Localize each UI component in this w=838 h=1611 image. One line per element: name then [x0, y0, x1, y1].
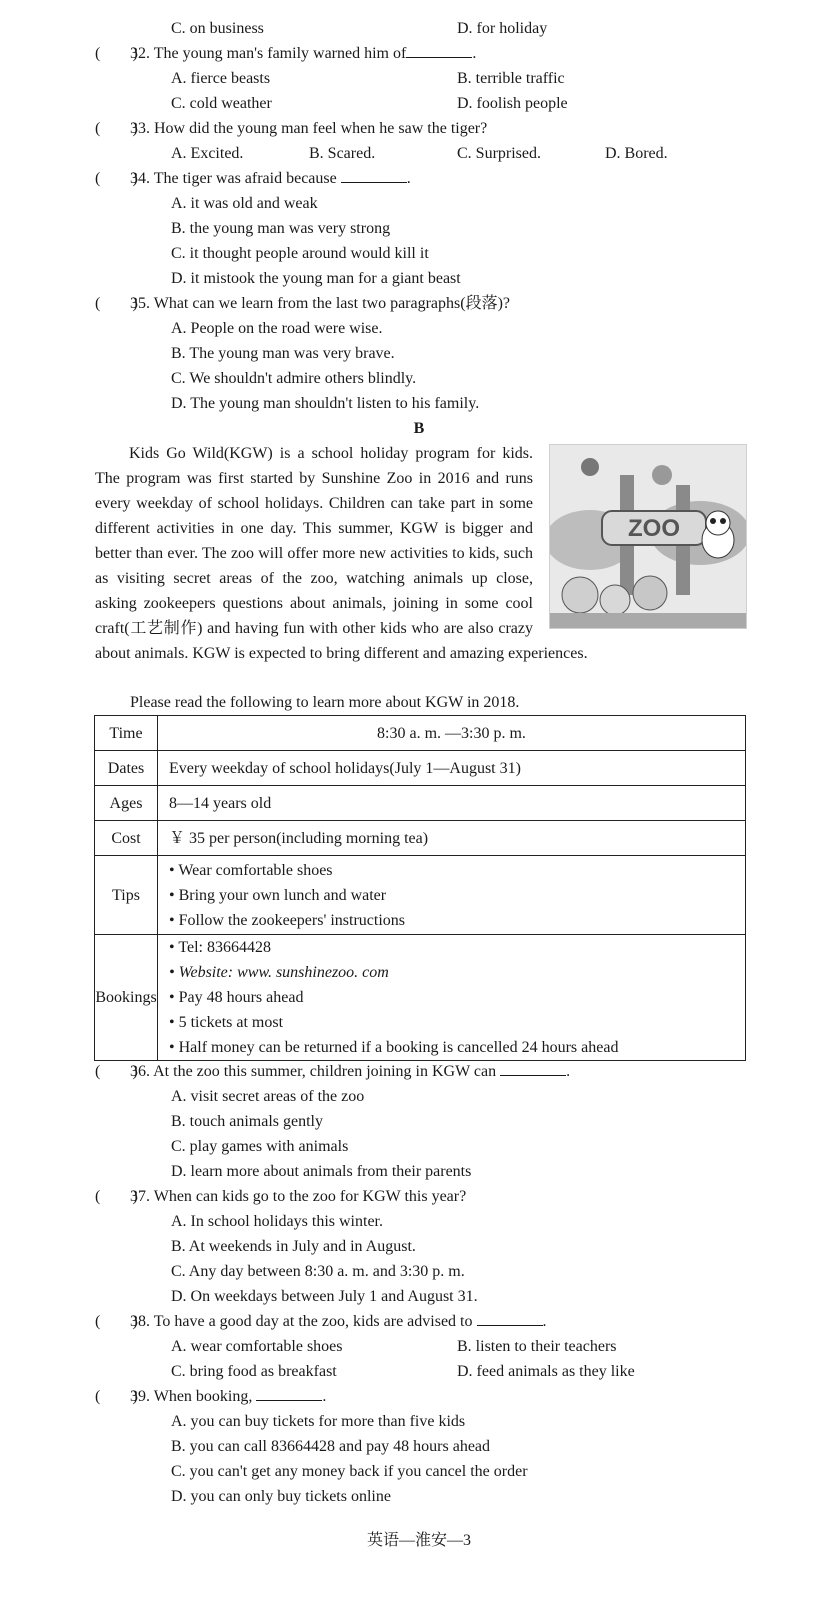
q34-option-c: C. it thought people around would kill it [171, 245, 429, 262]
ages-value: 8—14 years old [158, 786, 746, 821]
q32-option-d: D. foolish people [457, 95, 568, 112]
q39-option-a: A. you can buy tickets for more than five kids [171, 1413, 466, 1430]
q36-option-b: B. touch animals gently [171, 1113, 323, 1130]
question-36-stem: 36. At the zoo this summer, children joining in KGW can . [130, 1063, 571, 1080]
table-row [95, 856, 746, 935]
answer-blank[interactable] [500, 1061, 566, 1076]
booking-item: • Website: www. sunshinezoo. com [169, 964, 389, 981]
tip-item: • Wear comfortable shoes [169, 861, 333, 879]
question-37-stem: 37. When can kids go to the zoo for KGW this year? [130, 1188, 467, 1205]
q36-option-d: D. learn more about animals from their parents [171, 1163, 472, 1180]
passage-b [95, 441, 747, 666]
time-value: 8:30 a. m. —3:30 p. m. [158, 716, 746, 751]
q36-option-a: A. visit secret areas of the zoo [171, 1088, 365, 1105]
q33-option-c: C. Surprised. [457, 145, 541, 162]
answer-paren-35[interactable]: ( ) [95, 295, 138, 312]
q39-option-b: B. you can call 83664428 and pay 48 hours ahead [171, 1438, 491, 1455]
dates-label: Dates [95, 751, 158, 786]
section-b-title: B [413, 420, 425, 437]
q39-option-d: D. you can only buy tickets online [171, 1488, 391, 1505]
passage-b-text: Kids Go Wild(KGW) is a school holiday program for kids. The program was first started by Sunshine Zoo in 2016 and runs every weekday of school holidays. Children can take part in some different activities in one day. This summer, KGW is bigger and better than ever. The zoo will offer more new activities to kids, such as visiting secret areas of the zoo, watching animals up close, asking zookeepers questions about animals, joining in some cool craft(工艺制作) and having fun with other kids who are also crazy about animals. KGW is expected to bring different and amazing experiences. [95, 445, 588, 662]
q34-option-a: A. it was old and weak [171, 195, 318, 212]
zoo-cartoon-icon [550, 445, 746, 628]
q37-option-a: A. In school holidays this winter. [171, 1213, 383, 1230]
booking-item: • 5 tickets at most [169, 1014, 284, 1031]
q35-option-d: D. The young man shouldn't listen to his family. [171, 395, 480, 412]
q32-option-c: C. cold weather [171, 95, 272, 112]
question-35-stem: 35. What can we learn from the last two paragraphs(段落)? [130, 295, 511, 312]
time-label: Time [95, 716, 158, 751]
answer-paren-33[interactable]: ( ) [95, 120, 138, 137]
answer-paren-34[interactable]: ( ) [95, 170, 138, 187]
zoo-sign-text: ZOO [628, 515, 680, 542]
table-row [95, 716, 746, 751]
question-39-stem: 39. When booking, . [130, 1388, 327, 1405]
q31-option-c: C. on business [171, 20, 264, 37]
q38-option-c: C. bring food as breakfast [171, 1363, 337, 1380]
table-row [95, 786, 746, 821]
q35-option-c: C. We shouldn't admire others blindly. [171, 370, 417, 387]
q31-option-d: D. for holiday [457, 20, 548, 37]
q39-option-c: C. you can't get any money back if you cancel the order [171, 1463, 528, 1480]
table-row [95, 935, 746, 1061]
tip-item: • Bring your own lunch and water [169, 886, 387, 904]
dates-value: Every weekday of school holidays(July 1—August 31) [158, 751, 746, 786]
tip-item: • Follow the zookeepers' instructions [169, 911, 405, 929]
q33-option-b: B. Scared. [309, 145, 376, 162]
booking-item: • Tel: 83664428 [169, 939, 271, 956]
answer-paren-36[interactable]: ( ) [95, 1063, 138, 1080]
q35-option-a: A. People on the road were wise. [171, 320, 383, 337]
answer-paren-37[interactable]: ( ) [95, 1188, 138, 1205]
answer-paren-32[interactable]: ( ) [95, 45, 138, 62]
q32-option-b: B. terrible traffic [457, 70, 565, 87]
bookings-label: Bookings [95, 935, 158, 1061]
tips-value [158, 856, 746, 935]
answer-paren-38[interactable]: ( ) [95, 1313, 138, 1330]
q35-option-b: B. The young man was very brave. [171, 345, 395, 362]
answer-blank[interactable] [406, 43, 472, 58]
bookings-value [158, 935, 746, 1061]
question-33-stem: 33. How did the young man feel when he saw the tiger? [130, 120, 488, 137]
q38-option-a: A. wear comfortable shoes [171, 1338, 343, 1355]
q36-option-c: C. play games with animals [171, 1138, 349, 1155]
question-34-stem: 34. The tiger was afraid because . [130, 170, 411, 187]
question-32-stem: 32. The young man's family warned him of . [130, 45, 477, 62]
kgw-info-table [94, 715, 746, 1061]
table-row [95, 751, 746, 786]
answer-blank[interactable] [256, 1386, 322, 1401]
question-38-stem: 38. To have a good day at the zoo, kids are advised to . [130, 1313, 547, 1330]
q38-option-b: B. listen to their teachers [457, 1338, 617, 1355]
booking-item: • Half money can be returned if a booking is cancelled 24 hours ahead [169, 1039, 619, 1056]
q38-option-d: D. feed animals as they like [457, 1363, 635, 1380]
table-intro: Please read the following to learn more about KGW in 2018. [130, 694, 520, 711]
q37-option-b: B. At weekends in July and in August. [171, 1238, 416, 1255]
answer-blank[interactable] [477, 1311, 543, 1326]
cost-label: Cost [95, 821, 158, 856]
answer-blank[interactable] [341, 168, 407, 183]
q32-option-a: A. fierce beasts [171, 70, 271, 87]
table-row [95, 821, 746, 856]
q34-option-b: B. the young man was very strong [171, 220, 391, 237]
q34-option-d: D. it mistook the young man for a giant beast [171, 270, 461, 287]
cost-value: ￥ 35 per person(including morning tea) [158, 821, 746, 856]
q33-option-a: A. Excited. [171, 145, 244, 162]
q33-option-d: D. Bored. [605, 145, 668, 162]
answer-paren-39[interactable]: ( ) [95, 1388, 138, 1405]
booking-item: • Pay 48 hours ahead [169, 989, 304, 1006]
tips-label: Tips [95, 856, 158, 935]
zoo-illustration [549, 444, 747, 629]
page-footer: 英语—淮安—3 [366, 1532, 471, 1549]
ages-label: Ages [95, 786, 158, 821]
q37-option-d: D. On weekdays between July 1 and August 31. [171, 1288, 478, 1305]
q37-option-c: C. Any day between 8:30 a. m. and 3:30 p. m. [171, 1263, 465, 1280]
